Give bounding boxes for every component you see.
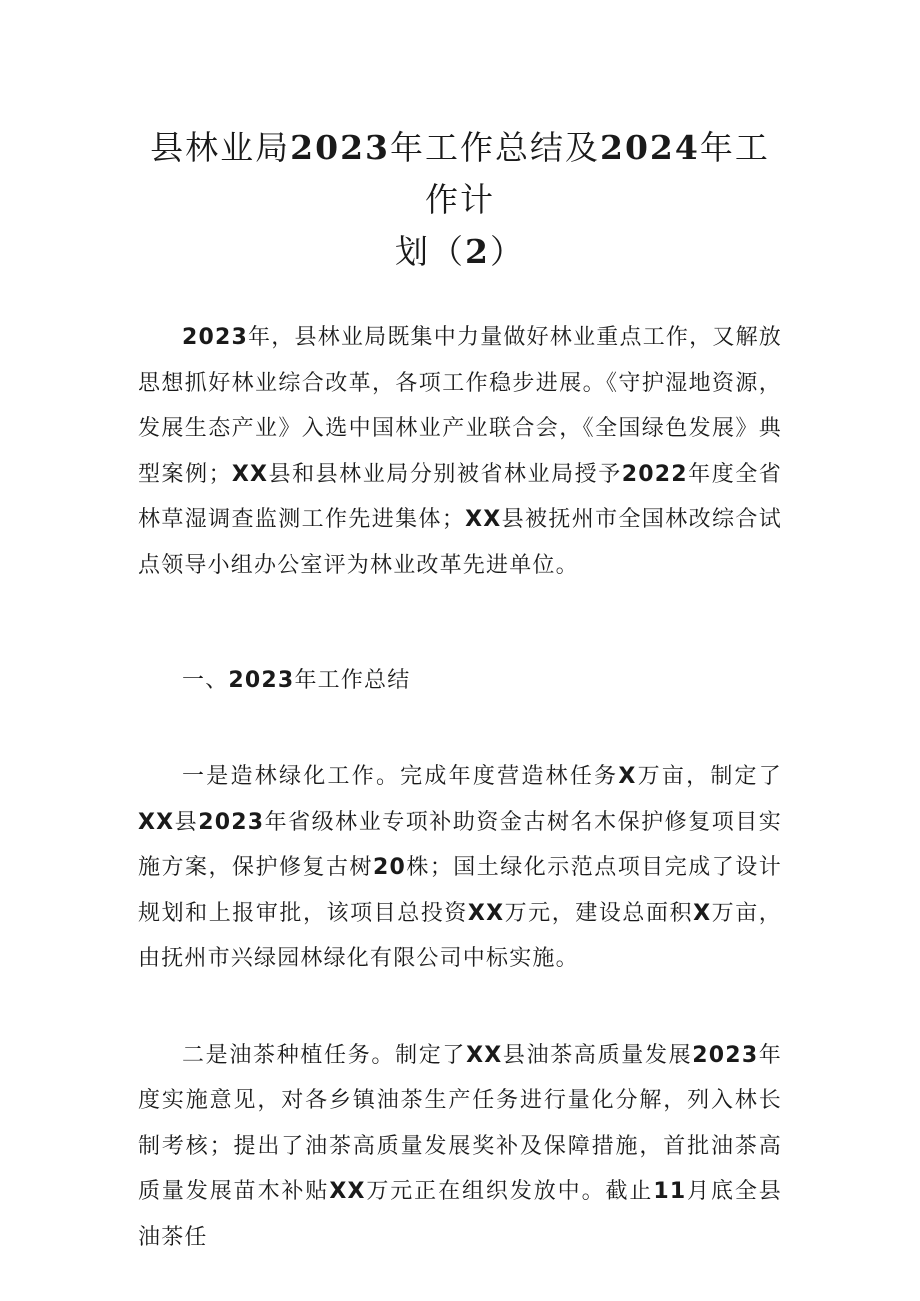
section-heading: 一、2023年工作总结 xyxy=(182,668,411,693)
paragraph-afforestation: 一是造林绿化工作。完成年度营造林任务X万亩，制定了XX县2023年省级林业专项补助资金古树名木保护修复项目实施方案，保护修复古树20株；国土绿化示范点项目完成了设计规划和上报审批，该项目总投资XX万元，建设总面积X万亩，由抚州市兴绿园林绿化有限公司中标实施。 xyxy=(138,764,783,971)
title-line-2: 划（2） xyxy=(395,232,525,271)
paragraph-camellia-oil: 二是油茶种植任务。制定了XX县油茶高质量发展2023年度实施意见，对各乡镇油茶生产任务进行量化分解，列入林长制考核；提出了油茶高质量发展奖补及保障措施，首批油茶高质量发展苗木补贴XX万元正在组织发放中。截止11月底全县油茶任 xyxy=(138,1042,783,1250)
title-line-1: 县林业局2023年工作总结及2024年工作计 xyxy=(150,128,770,219)
document-title xyxy=(138,118,782,278)
intro-paragraph: 2023年，县林业局既集中力量做好林业重点工作，又解放思想抓好林业综合改革，各项工作稳步进展。《守护湿地资源，发展生态产业》入选中国林业产业联合会，《全国绿色发展》典型案例；XX县和县林业局分别被省林业局授予2022年度全省林草湿调查监测工作先进集体；XX县被抚州市全国林改综合试点领导小组办公室评为林业改革先进单位。 xyxy=(138,325,782,578)
